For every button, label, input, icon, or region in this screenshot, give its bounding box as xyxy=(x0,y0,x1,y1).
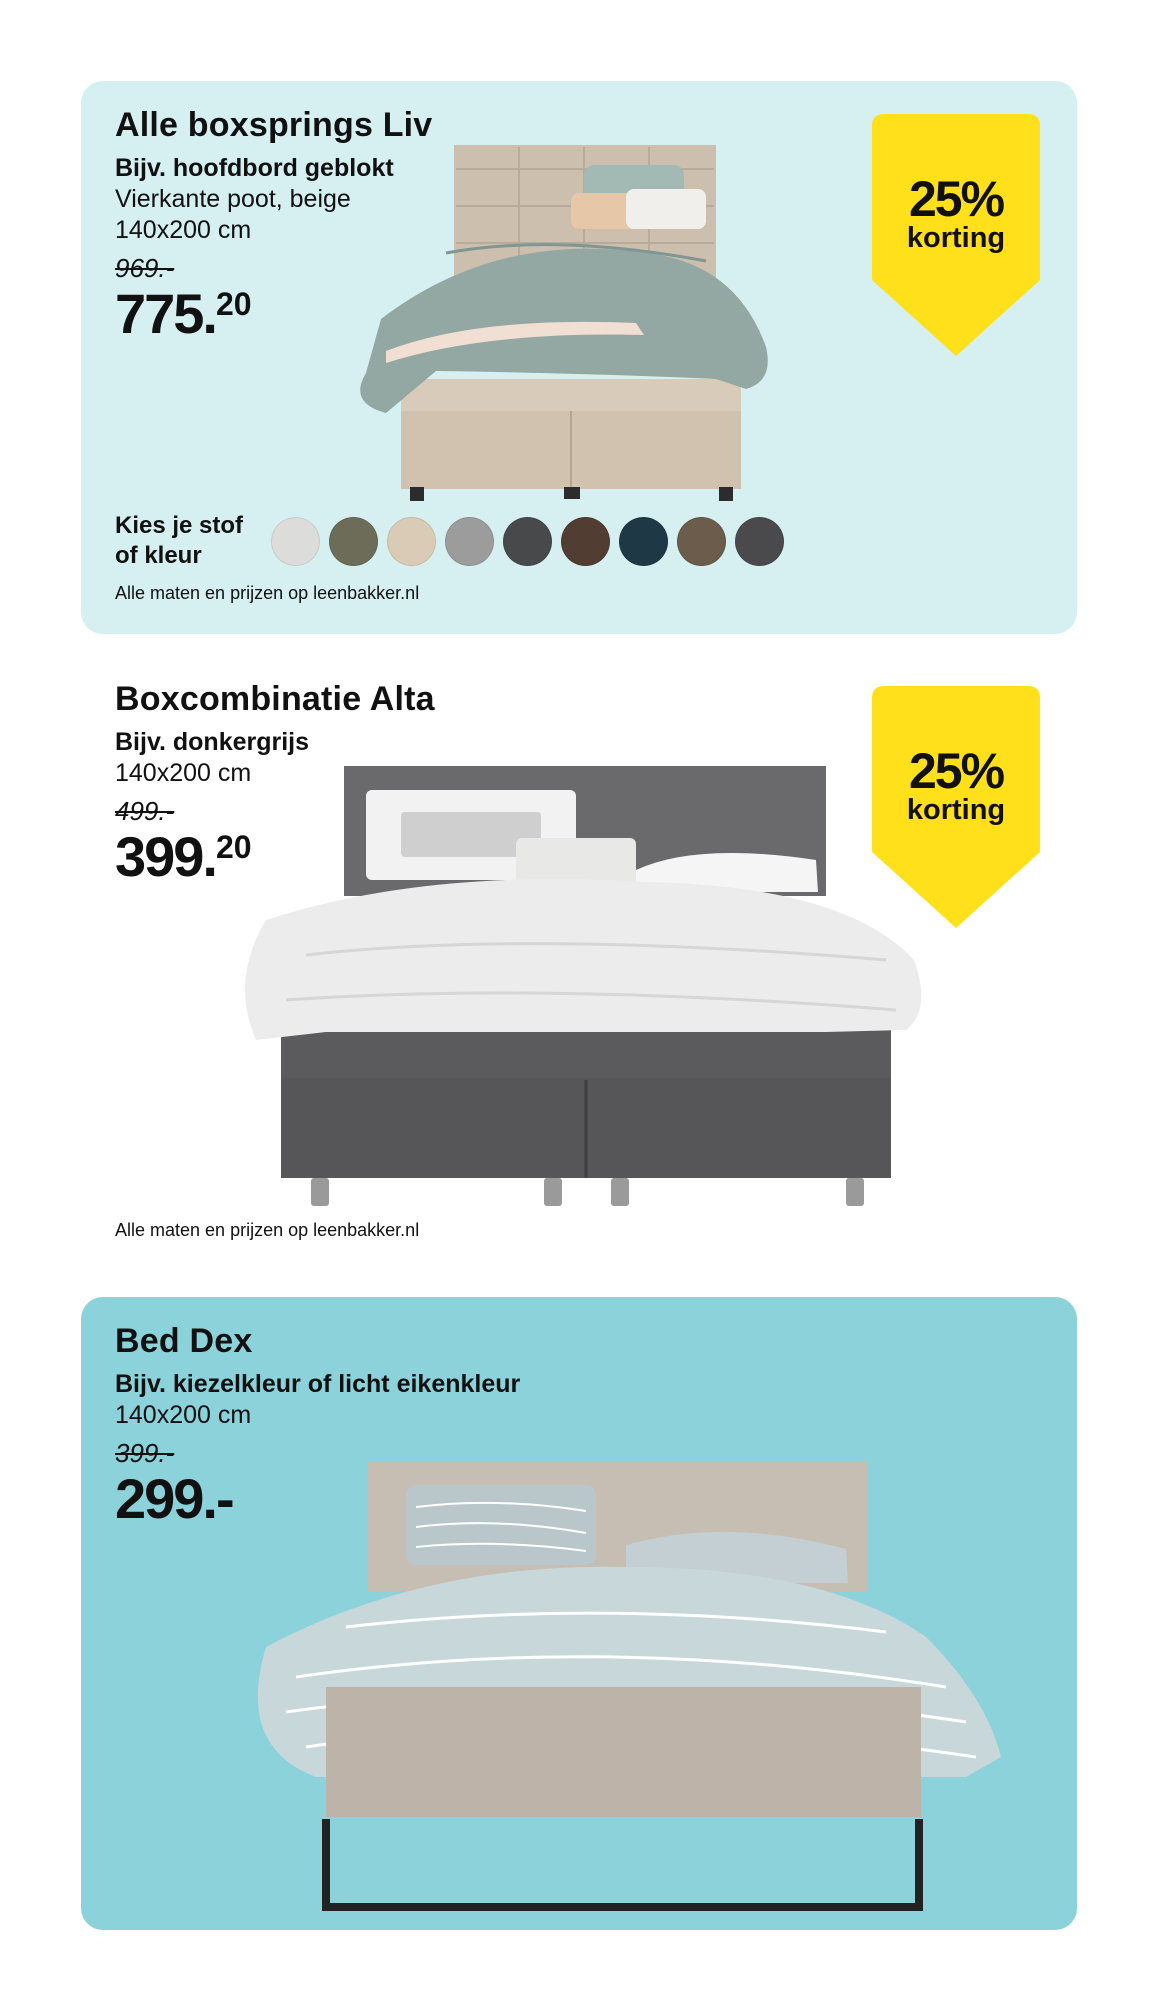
boxcombinatie-alta-image xyxy=(226,760,946,1210)
product-title: Bed Dex xyxy=(115,1322,253,1360)
sale-price xyxy=(115,282,252,345)
swatch-6[interactable] xyxy=(561,517,610,566)
product-card-liv[interactable] xyxy=(81,81,1077,634)
discount-percent: 25% xyxy=(908,743,1004,799)
sale-price xyxy=(115,825,252,888)
price-main: 775. xyxy=(115,282,216,345)
discount-label: korting xyxy=(906,794,1006,826)
old-price: 499.- xyxy=(115,796,175,826)
swatch-9[interactable] xyxy=(735,517,784,566)
swatch-1[interactable] xyxy=(271,517,320,566)
old-price: 399.- xyxy=(115,1438,175,1468)
footnote[interactable]: Alle maten en prijzen op leenbakker.nl xyxy=(115,583,420,603)
swatch-3[interactable] xyxy=(387,517,436,566)
fabric-swatches xyxy=(271,517,784,566)
product-size: 140x200 cm xyxy=(115,759,252,787)
swatch-8[interactable] xyxy=(677,517,726,566)
product-card-alta[interactable] xyxy=(81,660,1077,1260)
swatch-5[interactable] xyxy=(503,517,552,566)
product-detail-1: Bijv. hoofdbord geblokt xyxy=(115,154,394,182)
price-cents: 20 xyxy=(216,829,252,865)
sale-price: 299.- xyxy=(115,1467,233,1530)
swatch-4[interactable] xyxy=(445,517,494,566)
product-size: 140x200 cm xyxy=(115,1401,252,1429)
old-price: 969.- xyxy=(115,253,175,283)
price-cents: 20 xyxy=(216,286,252,322)
product-detail-1: Bijv. donkergrijs xyxy=(115,728,310,756)
swatch-label: Kies je stof of kleur xyxy=(115,512,244,569)
discount-badge xyxy=(872,686,1040,928)
product-title: Alle boxsprings Liv xyxy=(115,106,433,144)
product-detail-2: Vierkante poot, beige xyxy=(115,185,351,213)
product-detail-1: Bijv. kiezelkleur of licht eikenkleur xyxy=(115,1370,521,1398)
product-card-dex[interactable] xyxy=(81,1297,1077,1930)
boxspring-liv-image xyxy=(326,141,796,501)
discount-percent: 25% xyxy=(908,171,1004,227)
discount-label: korting xyxy=(906,222,1006,254)
product-size: 140x200 cm xyxy=(115,216,252,244)
bed-dex-image xyxy=(226,1457,1016,1917)
product-title: Boxcombinatie Alta xyxy=(115,680,435,718)
swatch-2[interactable] xyxy=(329,517,378,566)
swatch-7[interactable] xyxy=(619,517,668,566)
footnote[interactable]: Alle maten en prijzen op leenbakker.nl xyxy=(115,1220,420,1240)
price-main: 399. xyxy=(115,825,216,888)
discount-badge xyxy=(872,114,1040,356)
